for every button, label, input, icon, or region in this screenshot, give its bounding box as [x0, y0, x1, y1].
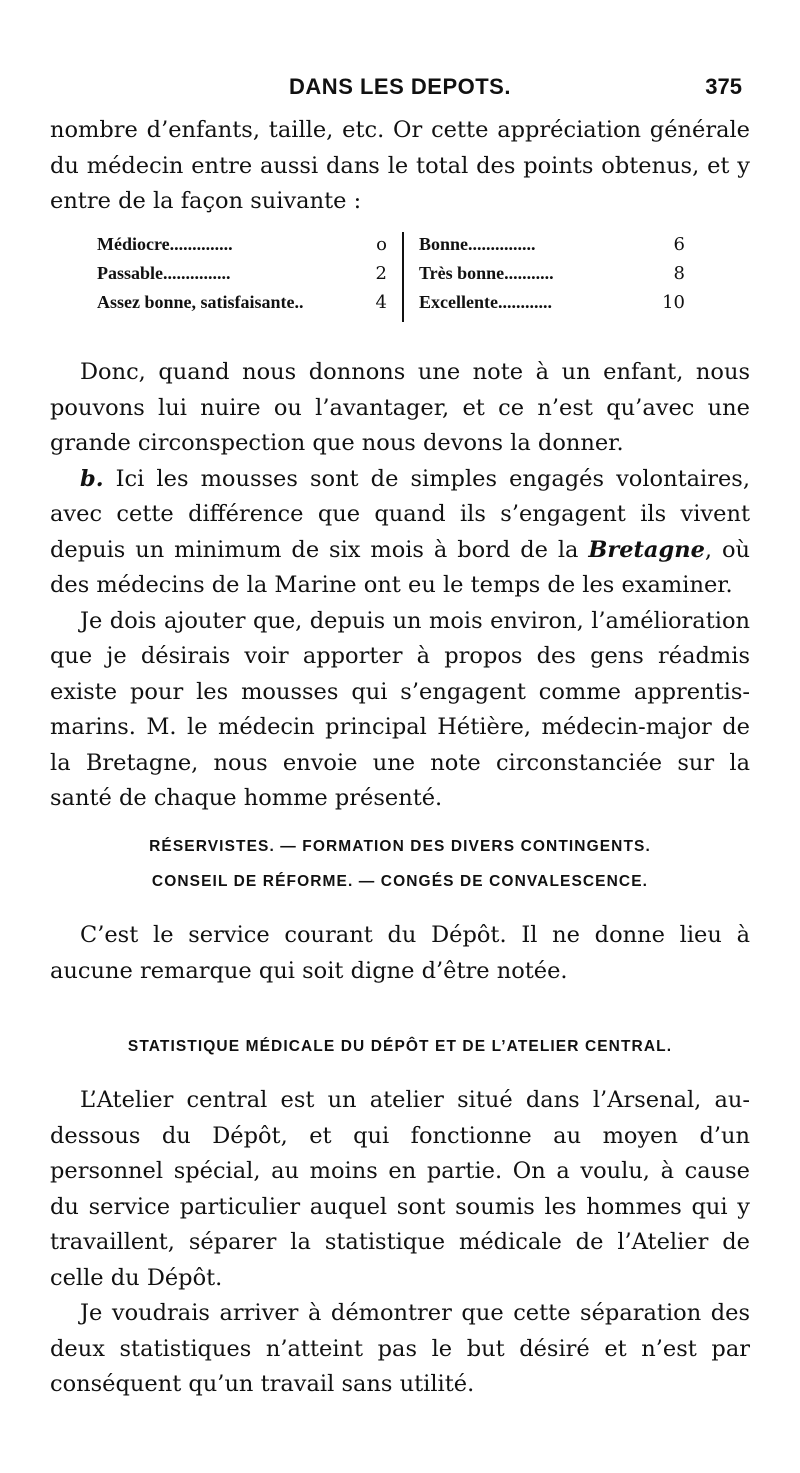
ship-name: Bretagne [588, 536, 705, 563]
rating-label: Passable............... [97, 263, 231, 283]
intro-paragraph: nombre d’enfants, taille, etc. Or cette appréciation générale du médecin entre aussi dans le total des points obtenus, et y entre de la façon suivante : [50, 117, 750, 214]
intro-paragraph-block [50, 113, 750, 220]
section1-block [50, 918, 750, 989]
paragraph-b-lead: b. [80, 465, 104, 492]
section1-paragraph: C’est le service courant du Dépôt. Il ne donne lieu à aucune remarque qui soit digne d’être notée. [50, 922, 750, 984]
rating-label: Excellente............ [419, 292, 552, 312]
paragraph-donc: Donc, quand nous donnons une note à un enfant, nous pouvons lui nuire ou l’avantager, et ce n’est qu’avec une grande circonspection que nous devons la donner. [50, 359, 750, 456]
column-divider [402, 232, 404, 322]
page-number: 375 [705, 74, 742, 99]
rating-row [97, 259, 387, 288]
rating-label: Très bonne........... [419, 263, 554, 283]
rating-row [97, 230, 387, 259]
section2-block [50, 1083, 750, 1403]
paragraphs-block-a [50, 355, 750, 817]
rating-value: 6 [673, 234, 685, 255]
rating-label: Bonne............... [419, 234, 536, 254]
rating-row [97, 288, 387, 317]
section-heading-reservistes: RÉSERVISTES. — FORMATION DES DIVERS CONTINGENTS. [149, 838, 651, 855]
running-title: DANS LES DEPOTS. [289, 74, 511, 99]
rating-value: 2 [375, 263, 387, 284]
rating-row [419, 288, 685, 317]
rating-scale-left-column [97, 230, 387, 317]
rating-scale-table [97, 230, 687, 322]
rating-label: Assez bonne, satisfaisante.. [97, 292, 304, 312]
rating-value: o [376, 234, 387, 255]
rating-row [419, 259, 685, 288]
paragraph-b-text-after: , où des médecins de la Marine ont eu le temps de les examiner. [50, 536, 750, 598]
paragraph-b-text-before: Ici les mousses sont de simples engagés volontaires, avec cette différence que quand ils s’engagent ils vivent depuis un minimum de six mois à bord de la [50, 465, 750, 563]
running-header [0, 74, 800, 106]
rating-label: Médiocre.............. [97, 234, 233, 254]
rating-scale-right-column [419, 230, 685, 317]
paragraph-b [50, 462, 750, 604]
rating-value: 8 [673, 263, 685, 284]
rating-value: 10 [662, 292, 685, 313]
rating-value: 4 [375, 292, 387, 313]
section-heading-conseil: CONSEIL DE RÉFORME. — CONGÉS DE CONVALESCENCE. [151, 873, 649, 890]
section-heading-statistique: STATISTIQUE MÉDICALE DU DÉPÔT ET DE L’ATELIER CENTRAL. [127, 1038, 673, 1055]
rating-row [419, 230, 685, 259]
section2-paragraph-atelier: L’Atelier central est un atelier situé dans l’Arsenal, au-dessous du Dépôt, et qui fonctionne au moyen d’un personnel spécial, au moins en partie. On a voulu, à cause du service particulier auquel sont soumis les hommes qui y travaillent, séparer la statistique médicale de l’Atelier de celle du Dépôt. [50, 1087, 750, 1291]
section2-paragraph-voudrais: Je voudrais arriver à démontrer que cette séparation des deux statistiques n’atteint pas le but désiré et n’est par conséquent qu’un travail sans utilité. [50, 1300, 750, 1397]
paragraph-ajouter: Je dois ajouter que, depuis un mois environ, l’amélioration que je désirais voir apporter à propos des gens réadmis existe pour les mousses qui s’engagent comme apprentis-marins. M. le médecin principal Hétière, médecin-major de la Bretagne, nous envoie une note circonstanciée sur la santé de chaque homme présenté. [50, 607, 750, 811]
